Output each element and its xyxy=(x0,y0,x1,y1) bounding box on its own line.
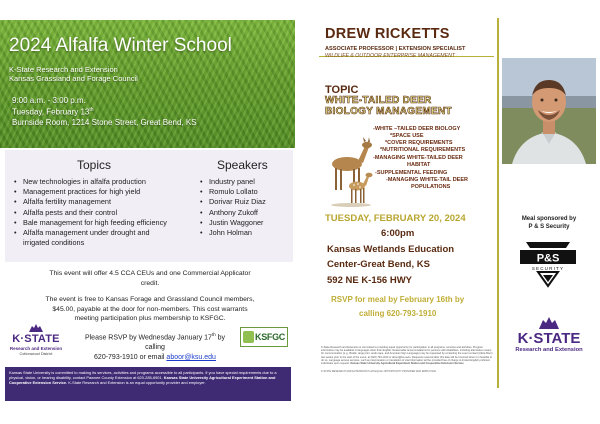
rsvp-note: Please RSVP by Wednesday January 17th by calling 620-793-1910 or email aboor@ksu.edu xyxy=(84,332,226,362)
meal-rsvp-1: RSVP for meal by February 16th by xyxy=(331,295,465,304)
org-line-2: Kansas Grassland and Forage Council xyxy=(9,74,138,83)
speakers-list xyxy=(200,177,266,238)
list-item: • Alfalfa fertility management xyxy=(14,197,167,207)
list-item: • Justin Waggoner xyxy=(200,218,266,228)
list-item: • Anthony Zukoff xyxy=(200,208,266,218)
meal-rsvp-2: calling 620-793-1910 xyxy=(359,309,437,318)
event-date: Tuesday, February 13th xyxy=(12,107,94,117)
equal-opportunity-note: K-STATE RESEARCH AND EXTENSION IS AN EQUAL OPPORTUNITY PROVIDER AND EMPLOYER. xyxy=(321,370,437,373)
list-item: irrigated conditions xyxy=(23,238,85,248)
speaker-name: DREW RICKETTS xyxy=(325,26,450,42)
kansas-map-icon xyxy=(243,331,254,343)
wildcat-icon xyxy=(28,323,44,333)
ps-security-logo xyxy=(516,240,580,288)
subtopic: *COVER REQUIREMENTS xyxy=(385,140,453,146)
ceu-note: This event will offer 4.5 CCA CEUs and one Commercial Applicator credit. xyxy=(49,270,251,287)
speaker-title: ASSOCIATE PROFESSOR | EXTENSION SPECIALIST xyxy=(325,46,466,52)
list-item: • Management practices for high yield xyxy=(14,187,167,197)
list-item: • Alfalfa management under drought and xyxy=(14,228,167,238)
subtopic: *SPACE USE xyxy=(390,133,424,139)
speaker-dept: WILDLIFE & OUTDOOR ENTERPRISE MANAGEMENT xyxy=(325,53,455,59)
topics-speakers-box xyxy=(5,150,293,262)
speakers-heading: Speakers xyxy=(217,158,268,172)
accessibility-fineprint: K-State Research and Extension is committed to providing equal opportunity for participation in all programs, services and activities. Program information may be available in languages other than English. Reasonable accommodations for persons with disabilities, including alternative means for communication (e.g., Braille, large print, audio tape, and American Sign Language) may be requested by contacting the event contact (Alicia Boor) two weeks prior to the start of the event, at (620) 793-1910 or aboor@ksu.edu. Requests received after this date will be honored when it is feasible to do so. Language access services, such as interpretation or translation of vital information will be provided free of charge to limited English proficient individuals upon request. Kansas State University Agricultural Experiment Station and Cooperative Extension Service xyxy=(321,346,493,366)
meal-sponsor: Meal sponsored by P & S Security xyxy=(521,216,577,230)
topic-title-2: BIOLOGY MANAGEMENT xyxy=(325,106,452,117)
topic-label: TOPIC xyxy=(325,84,359,96)
subtopic: -WHITE –TAILED DEER BIOLOGY xyxy=(373,126,461,132)
ksfgc-logo: KSFGC xyxy=(240,327,288,347)
subtopic: POPULATIONS xyxy=(411,184,451,190)
subtopic: -SUPPLEMENTAL FEEDING xyxy=(375,170,448,176)
wildcat-icon xyxy=(538,316,560,330)
alfalfa-flyer: 2024 Alfalfa Winter School K-State Research and Extension Kansas Grassland and Forage Council 9:00 a.m. - 3:00 p.m. Tuesday, February 13th Burnside Room, 1214 Stone Street, Great Bend, KS Topics • New technologies in alfalfa production • Management practices for high yield • Alfalfa fertility management • Alfalfa pests and their control • Bale management for high feeding efficiency • Alfalfa management under drought and irrigated conditions Speakers • Industry panel • Romulo Lollato • Dorivar Ruiz Diaz • Anthony Zukoff • Justin Waggoner • John Holman This event will offer 4.5 CCA CEUs and one Commercial Applicator credit. The event is free to Kansas Forage and Grassland Council members, $45.00, payable at the door for non-members. This cost warrants meeting participation plus membership to KSFGC. K·STATE Research and Extension Cottonwood District Please RSVP by Wednesday January 17th by calling 620-793-1910 or email aboor@ksu.edu KSFGC Kansas State University is committed to making its services, activities and programs accessible to all participants. If you have special requirements due to a physical, vision, or hearing disability, contact Pawnee County Extension at 620-285-6901. Kansas State University Agricultural Experiment Station and Cooperative Extension Service. K-State Research and Extension is an equal opportunity provider and employer. xyxy=(0,0,295,424)
list-item: • Bale management for high feeding efficiency xyxy=(14,218,167,228)
email-link[interactable]: aboor@ksu.edu xyxy=(166,354,216,362)
svg-text:SECURITY: SECURITY xyxy=(531,266,565,271)
speaker-photo xyxy=(502,58,596,164)
list-item: • New technologies in alfalfa production xyxy=(14,177,167,187)
venue-line-2: Center-Great Bend, KS xyxy=(327,259,430,270)
venue-address: 592 NE K-156 HWY xyxy=(327,275,413,286)
event-time: 9:00 a.m. - 3:00 p.m. xyxy=(12,96,86,105)
flyer-title: 2024 Alfalfa Winter School xyxy=(9,35,232,56)
accessibility-footer: Kansas State University is committed to making its services, activities and programs accessible to all participants. If you have special requirements due to a physical, vision, or hearing disability, contact Pawnee County Extension at 620-285-6901. Kansas State University Agricultural Experiment Station and Cooperative Extension Service. K-State Research and Extension is an equal opportunity provider and employer. xyxy=(5,367,291,401)
list-item: • Industry panel xyxy=(200,177,266,187)
fee-note: The event is free to Kansas Forage and Grassland Council members, $45.00, payable at the door for non-members. This cost warrants meeting participation plus membership to KSFGC. xyxy=(45,296,255,322)
list-item: • Alfalfa pests and their control xyxy=(14,208,167,218)
deer-flyer: DREW RICKETTS ASSOCIATE PROFESSOR | EXTENSION SPECIALIST WILDLIFE & OUTDOOR ENTERPRISE MANAGEMENT TOPIC WHITE-TAILED DEER BIOLOGY MANAGEMENT -WHITE –TAILED DEER BIOLOGY *SPACE USE *COVER REQUIREMENTS *NUTRITIONAL REQUIREMENTS -MANAGING WHITE-TAILED DEER HABITAT -SUPPLEMENTAL FEEDING -MANAGING WHITE-TAIL DEER POPULATIONS TUESDAY, FEBRUARY 20, 2024 6:00pm Kansas Wetlands Education Center-Great Bend, KS 592 NE K-156 HWY RSVP for meal by February 16th by calling 620-793-1910 K-State Research and Extension is committed to providing equal opportunity for participation in all programs, services and activities. Program information may be available in languages other than English. Reasonable accommodations for persons with disabilities, including alternative means for communication (e.g., Braille, large print, audio tape, and American Sign Language) may be requested by contacting the event contact (Alicia Boor) two weeks prior to the start of the event, at (620) 793-1910 or aboor@ksu.edu. Requests received after this date will be honored when it is feasible to do so. Language access services, such as interpretation or translation of vital information will be provided free of charge to limited English proficient individuals upon request. Kansas State University Agricultural Experiment Station and Cooperative Extension Service K-STATE RESEARCH AND EXTENSION IS AN EQUAL OPPORTUNITY PROVIDER AND EMPLOYER. Meal sponsored by P & S Security P&S SECURITY K·STATE Research and Extension xyxy=(311,18,599,388)
venue-line-1: Kansas Wetlands Education xyxy=(327,244,455,255)
deer-icon xyxy=(325,134,377,208)
subtopic: -MANAGING WHITE-TAILED DEER xyxy=(373,155,463,161)
event-date: TUESDAY, FEBRUARY 20, 2024 xyxy=(325,213,466,224)
topics-list xyxy=(14,177,167,248)
subtopic: HABITAT xyxy=(407,162,431,168)
topics-heading: Topics xyxy=(77,158,112,172)
list-item: • Dorivar Ruiz Diaz xyxy=(200,197,266,207)
topic-title-1: WHITE-TAILED DEER xyxy=(325,95,432,106)
divider-line xyxy=(497,18,499,388)
svg-text:P&S: P&S xyxy=(536,252,560,265)
org-line-1: K-State Research and Extension xyxy=(9,65,118,74)
list-item: • Romulo Lollato xyxy=(200,187,266,197)
list-item: • John Holman xyxy=(200,228,266,238)
subtopic: *NUTRITIONAL REQUIREMENTS xyxy=(380,147,466,153)
event-location: Burnside Room, 1214 Stone Street, Great Bend, KS xyxy=(12,118,197,127)
event-time: 6:00pm xyxy=(381,228,415,239)
hero-banner xyxy=(0,20,295,148)
subtopic: -MANAGING WHITE-TAIL DEER xyxy=(386,177,468,183)
